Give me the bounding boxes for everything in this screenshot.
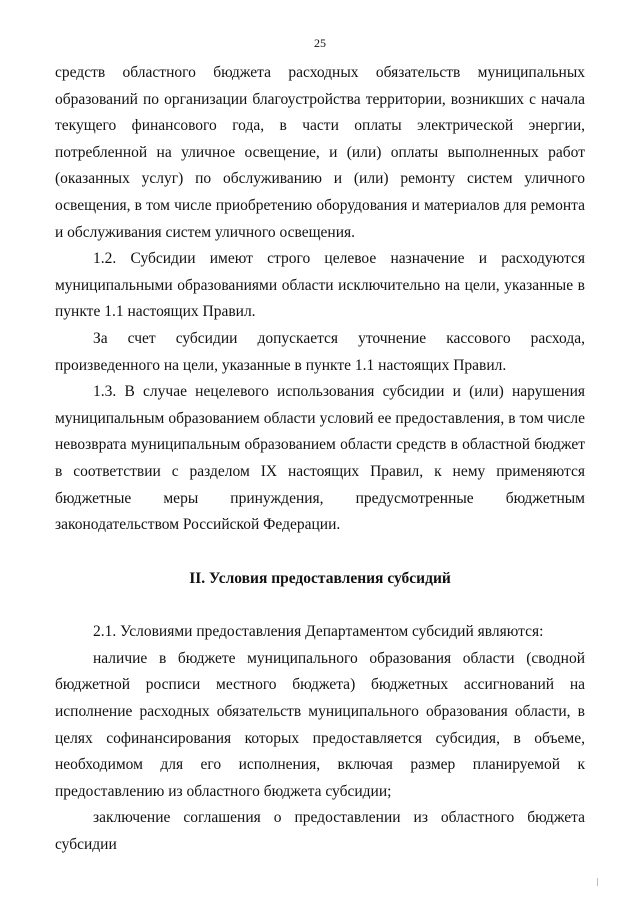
section-heading: II. Условия предоставления субсидий — [189, 569, 451, 587]
paragraph-1-3: 1.3. В случае нецелевого использования субсидии и (или) нарушения муниципальным образованием области условий ее предоставления, в том числе невозврата муниципальным образованием области средств в областной бюджет в соответствии с разделом IX настоящих Правил, к нему применяются бюджетные меры принуждения, предусмотренные бюджетным законодательством Российской Федерации. — [55, 383, 585, 534]
paragraph-cash-expense: За счет субсидии допускается уточнение кассового расхода, произведенного на цели, указанные в пункте 1.1 настоящих Правил. — [55, 329, 585, 374]
paragraph-budget-condition: наличие в бюджете муниципального образования области (сводной бюджетной росписи местного бюджета) бюджетных ассигнований на исполнение расходных обязательств муниципального образования области, в целях софинансирования которых предоставляется субсидия, в объеме, необходимом для его исполнения, включая размер планируемой к предоставлению из областного бюджета субсидии; — [55, 649, 585, 800]
document-body — [55, 60, 585, 859]
paragraph-continuation: средств областного бюджета расходных обязательств муниципальных образований по организации благоустройства территории, возникших с начала текущего финансового года, в части оплаты электрической энергии, потребленной на уличное освещение, и (или) оплаты выполненных работ (оказанных услуг) по обслуживанию и (или) ремонту систем уличного освещения, в том числе приобретению оборудования и материалов для ремонта и обслуживания систем уличного освещения. — [55, 64, 585, 241]
scan-mark — [597, 878, 598, 886]
page-number: 25 — [314, 36, 326, 50]
paragraph-2-1: 2.1. Условиями предоставления Департаментом субсидий являются: — [93, 623, 544, 641]
paragraph-1-2: 1.2. Субсидии имеют строго целевое назначение и расходуются муниципальными образованиями области исключительно на цели, указанные в пункте 1.1 настоящих Правил. — [55, 250, 585, 321]
paragraph-agreement-condition: заключение соглашения о предоставлении из областного бюджета субсидии — [55, 809, 585, 854]
